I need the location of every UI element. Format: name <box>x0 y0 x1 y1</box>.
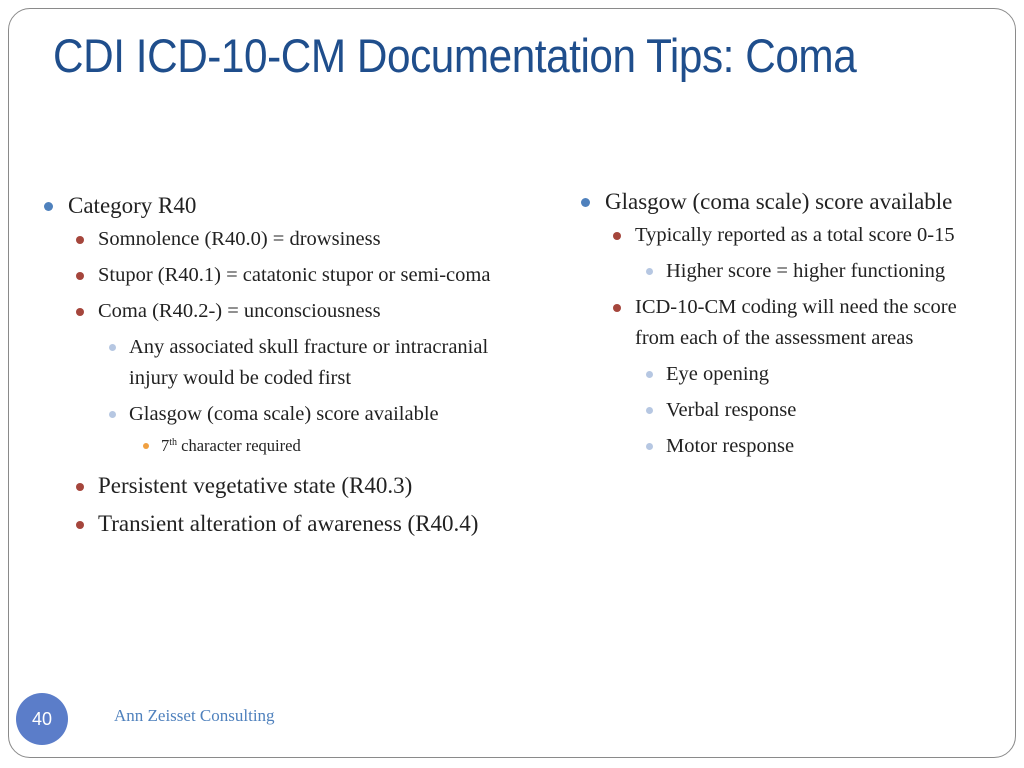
footer-company: Ann Zeisset Consulting <box>114 706 275 725</box>
bullet-text: Glasgow (coma scale) score available <box>605 189 953 214</box>
bullet-dot-icon <box>44 202 53 211</box>
bullet-text: Any associated skull fracture or intracranial injury would be coded first <box>129 336 489 389</box>
bullet-dot-icon <box>76 236 84 244</box>
bullet-text: Persistent vegetative state (R40.3) <box>98 473 413 498</box>
bullet-transient <box>43 508 513 540</box>
bullet-dot-icon <box>76 272 84 280</box>
bullet-seventh-character <box>43 435 513 460</box>
bullet-text: Category R40 <box>68 193 197 218</box>
bullet-dot-icon <box>581 198 590 207</box>
page-number-badge: 40 <box>16 693 68 745</box>
bullet-text: Typically reported as a total score 0-15 <box>635 224 955 246</box>
left-column <box>43 190 513 546</box>
bullet-dot-icon <box>76 521 84 529</box>
bullet-text: Verbal response <box>666 399 797 421</box>
bullet-dot-icon <box>76 308 84 316</box>
right-column <box>580 186 1000 467</box>
bullet-dot-icon <box>646 268 653 275</box>
bullet-dot-icon <box>613 304 621 312</box>
bullet-dot-icon <box>646 443 653 450</box>
bullet-text: Transient alteration of awareness (R40.4) <box>98 511 479 536</box>
bullet-dot-icon <box>646 371 653 378</box>
bullet-dot-icon <box>109 411 116 418</box>
slide-title: CDI ICD-10-CM Documentation Tips: Coma <box>53 29 857 82</box>
bullet-text: Coma (R40.2-) = unconsciousness <box>98 300 381 322</box>
bullet-dot-icon <box>76 483 84 491</box>
bullet-text: Eye opening <box>666 363 770 385</box>
seventh-text: character required <box>177 436 301 455</box>
bullet-text: Glasgow (coma scale) score available <box>129 403 439 425</box>
bullet-verbal-response <box>580 395 1000 426</box>
bullet-dot-icon <box>143 443 149 449</box>
bullet-motor-response <box>580 431 1000 462</box>
bullet-text: Somnolence (R40.0) = drowsiness <box>98 228 381 250</box>
bullet-persistent <box>43 470 513 502</box>
bullet-text: Higher score = higher functioning <box>666 260 946 282</box>
bullet-typically <box>580 220 1000 251</box>
seventh-superscript: th <box>169 437 178 448</box>
bullet-somnolence <box>43 224 513 255</box>
bullet-coding <box>580 292 1000 354</box>
bullet-coma <box>43 296 513 327</box>
bullet-text: ICD-10-CM coding will need the score from each of the assessment areas <box>635 296 957 349</box>
bullet-stupor <box>43 260 513 291</box>
bullet-dot-icon <box>613 232 621 240</box>
bullet-eye-opening <box>580 359 1000 390</box>
bullet-glasgow-right <box>580 186 1000 218</box>
bullet-dot-icon <box>109 344 116 351</box>
bullet-dot-icon <box>646 407 653 414</box>
bullet-glasgow-left <box>43 399 513 430</box>
seventh-number: 7 <box>161 436 170 455</box>
bullet-skull-fracture <box>43 332 513 394</box>
bullet-category <box>43 190 513 222</box>
bullet-text: Stupor (R40.1) = catatonic stupor or semi-coma <box>98 264 491 286</box>
bullet-higher-score <box>580 256 1000 287</box>
bullet-text: Motor response <box>666 435 795 457</box>
